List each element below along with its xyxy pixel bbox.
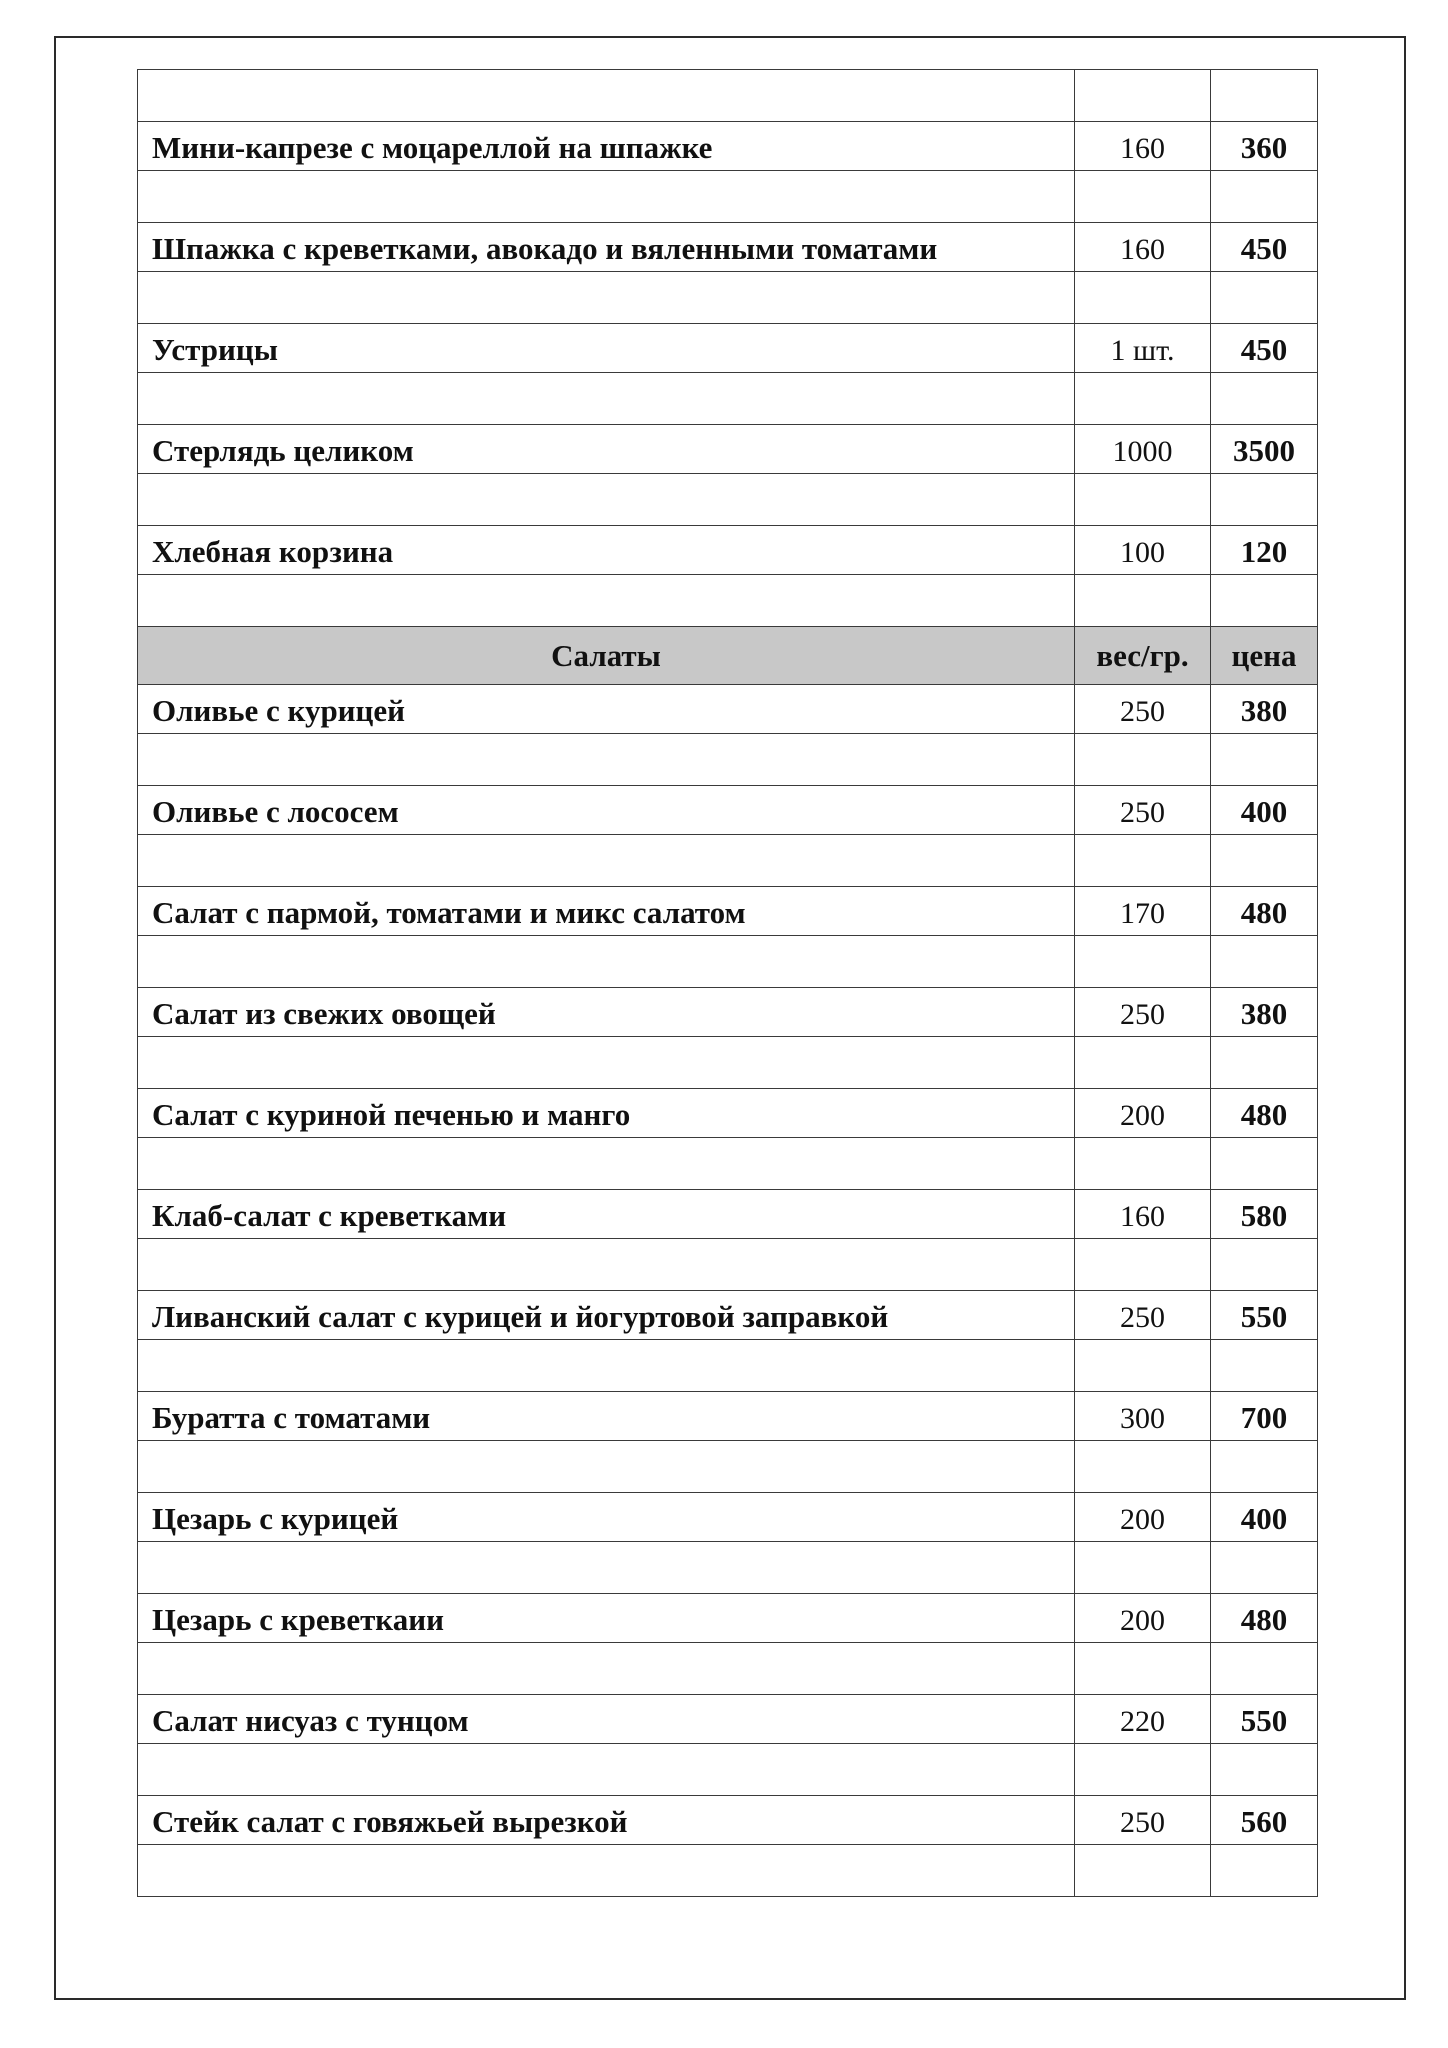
menu-item-row [138,425,1318,474]
menu-item-row [138,223,1318,272]
item-name: Устрицы [138,324,1075,373]
menu-item-row [138,1594,1318,1643]
spacer-row [138,575,1318,627]
item-price: 450 [1211,324,1318,373]
menu-item-row [138,1089,1318,1138]
spacer-row [138,1845,1318,1897]
spacer-row [138,835,1318,887]
item-name: Буратта с томатами [138,1392,1075,1441]
spacer-row [138,171,1318,223]
item-price: 400 [1211,1493,1318,1542]
item-name: Салат нисуаз с тунцом [138,1695,1075,1744]
item-price: 550 [1211,1695,1318,1744]
spacer-row [138,70,1318,122]
spacer-row [138,1037,1318,1089]
menu-table [137,69,1318,1897]
item-price: 450 [1211,223,1318,272]
item-name: Стерлядь целиком [138,425,1075,474]
item-weight: 250 [1075,685,1211,734]
spacer-row [138,1138,1318,1190]
spacer-row [138,1340,1318,1392]
item-weight: 100 [1075,526,1211,575]
item-weight: 200 [1075,1594,1211,1643]
item-weight: 250 [1075,786,1211,835]
item-name: Стейк салат с говяжьей вырезкой [138,1796,1075,1845]
price-column-header: цена [1211,627,1318,685]
menu-item-row [138,1190,1318,1239]
item-name: Цезарь с курицей [138,1493,1075,1542]
item-price: 360 [1211,122,1318,171]
item-price: 560 [1211,1796,1318,1845]
menu-item-row [138,1291,1318,1340]
item-weight: 1 шт. [1075,324,1211,373]
menu-item-row [138,122,1318,171]
item-price: 480 [1211,887,1318,936]
item-name: Мини-капрезе с моцареллой на шпажке [138,122,1075,171]
spacer-row [138,474,1318,526]
item-name: Хлебная корзина [138,526,1075,575]
item-price: 380 [1211,988,1318,1037]
spacer-row [138,1441,1318,1493]
item-weight: 300 [1075,1392,1211,1441]
salads-section-header [138,627,1318,685]
spacer-row [138,1542,1318,1594]
item-name: Шпажка с креветками, авокадо и вяленными томатами [138,223,1075,272]
item-name: Оливье с лососем [138,786,1075,835]
menu-item-row [138,324,1318,373]
item-name: Ливанский салат с курицей и йогуртовой заправкой [138,1291,1075,1340]
spacer-row [138,1643,1318,1695]
spacer-row [138,936,1318,988]
item-name: Клаб-салат с креветками [138,1190,1075,1239]
spacer-row [138,272,1318,324]
item-name: Салат из свежих овощей [138,988,1075,1037]
item-weight: 1000 [1075,425,1211,474]
item-weight: 200 [1075,1089,1211,1138]
spacer-row [138,734,1318,786]
item-name: Цезарь с креветкаии [138,1594,1075,1643]
item-weight: 250 [1075,1291,1211,1340]
menu-item-row [138,1493,1318,1542]
item-price: 380 [1211,685,1318,734]
item-price: 480 [1211,1089,1318,1138]
item-price: 400 [1211,786,1318,835]
menu-item-row [138,1695,1318,1744]
section-title: Салаты [138,627,1075,685]
menu-item-row [138,526,1318,575]
item-name: Оливье с курицей [138,685,1075,734]
item-name: Салат с куриной печенью и манго [138,1089,1075,1138]
weight-column-header: вес/гр. [1075,627,1211,685]
item-weight: 220 [1075,1695,1211,1744]
item-weight: 160 [1075,122,1211,171]
item-weight: 170 [1075,887,1211,936]
item-name: Салат с пармой, томатами и микс салатом [138,887,1075,936]
item-weight: 160 [1075,1190,1211,1239]
menu-item-row [138,988,1318,1037]
item-price: 700 [1211,1392,1318,1441]
spacer-row [138,1239,1318,1291]
spacer-row [138,1744,1318,1796]
item-weight: 250 [1075,1796,1211,1845]
item-price: 120 [1211,526,1318,575]
item-price: 580 [1211,1190,1318,1239]
menu-item-row [138,1392,1318,1441]
menu-item-row [138,887,1318,936]
item-weight: 200 [1075,1493,1211,1542]
item-price: 480 [1211,1594,1318,1643]
item-price: 3500 [1211,425,1318,474]
spacer-row [138,373,1318,425]
item-weight: 160 [1075,223,1211,272]
item-weight: 250 [1075,988,1211,1037]
item-price: 550 [1211,1291,1318,1340]
menu-item-row [138,786,1318,835]
menu-item-row [138,685,1318,734]
menu-item-row [138,1796,1318,1845]
